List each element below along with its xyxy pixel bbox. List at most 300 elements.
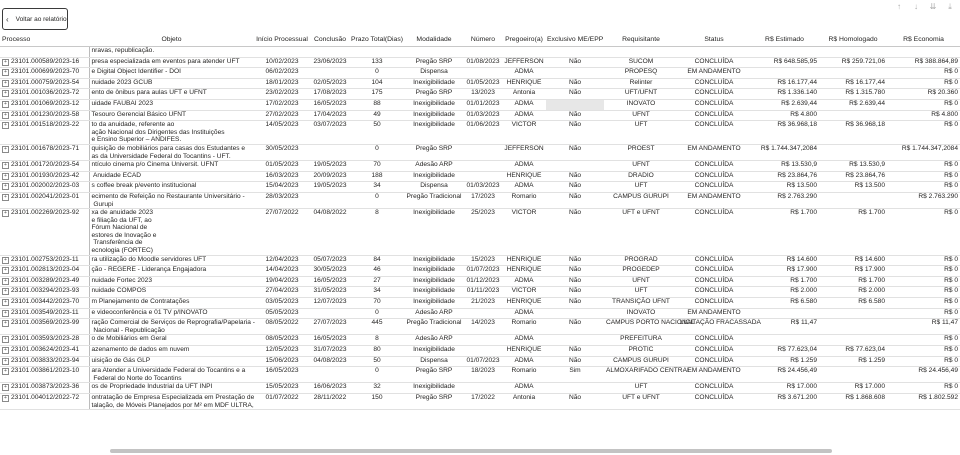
processo-number: 23101.001036/2023-72 xyxy=(11,89,80,97)
cell-objeto: ração Comercial de Serviços de Reprografia/Papelaria - Nacional - Republicação xyxy=(89,319,254,335)
cell-pregoeiro: JEFFERSON xyxy=(502,144,546,160)
cell-numero: 01/07/2023 xyxy=(464,356,502,367)
processo-number: 23101.003833/2023-94 xyxy=(11,356,80,364)
cell-estimado xyxy=(750,68,819,79)
cell-numero: 01/12/2023 xyxy=(464,276,502,287)
table-row[interactable] xyxy=(0,78,960,89)
cell-conclusao: 02/05/2023 xyxy=(310,78,350,89)
cell-inicio: 05/05/2023 xyxy=(254,308,310,319)
cell-modalidade: Inexigibilidade xyxy=(404,346,464,357)
table-row[interactable] xyxy=(0,171,960,182)
table-row[interactable] xyxy=(0,346,960,357)
processo-number: 23101.003294/2023-93 xyxy=(11,287,80,295)
cell-numero: 01/05/2023 xyxy=(464,78,502,89)
table-row[interactable] xyxy=(0,319,960,335)
cell-requisitante: UFT xyxy=(604,383,678,394)
cell-objeto: m Planejamento de Contratações xyxy=(89,298,254,309)
cell-pregoeiro: HENRIQUE xyxy=(502,171,546,182)
cell-objeto: ntículo cinema p/o Cinema Universit. UFNT xyxy=(89,161,254,172)
cell-status: CONCLUÍDA xyxy=(678,255,750,266)
cell-conclusao: 19/05/2023 xyxy=(310,182,350,193)
cell-pregoeiro: ADMA xyxy=(502,99,546,110)
cell-estimado xyxy=(750,47,819,58)
cell-prazo: 150 xyxy=(350,393,404,409)
cell-exclusivo: Não xyxy=(546,78,604,89)
processo-number: 23101.003442/2023-70 xyxy=(11,298,80,306)
cell-status: EM ANDAMENTO xyxy=(678,144,750,160)
expand-row-icon[interactable]: + xyxy=(2,80,9,87)
table-row[interactable] xyxy=(0,68,960,79)
table-row[interactable] xyxy=(0,367,960,383)
cell-inicio: 28/03/2023 xyxy=(254,192,310,208)
expand-row-icon[interactable]: + xyxy=(2,183,9,190)
cell-homologado: R$ 1.315.780 xyxy=(819,89,887,100)
cell-estimado: R$ 17.000 xyxy=(750,383,819,394)
cell-requisitante: Relinter xyxy=(604,78,678,89)
cell-prazo: 46 xyxy=(350,266,404,277)
header-economia[interactable]: R$ Economia xyxy=(887,32,960,47)
cell-processo xyxy=(0,47,89,58)
header-modalidade[interactable]: Modalidade xyxy=(404,32,464,47)
expand-row-icon[interactable]: + xyxy=(2,210,9,217)
cell-prazo: 188 xyxy=(350,171,404,182)
cell-objeto: os de Propriedade Industrial da UFT INPI xyxy=(89,383,254,394)
cell-objeto: ara Atender a Universidade Federal do Tocantins e a Federal do Norte do Tocantins xyxy=(89,367,254,383)
expand-row-icon[interactable]: + xyxy=(2,101,9,108)
expand-row-icon[interactable]: + xyxy=(2,59,9,66)
cell-requisitante: UFT xyxy=(604,121,678,145)
cell-economia: R$ 20.360 xyxy=(887,89,960,100)
cell-processo xyxy=(0,68,89,79)
cell-inicio: 10/02/2023 xyxy=(254,57,310,68)
cell-exclusivo: Não xyxy=(546,287,604,298)
cell-inicio: 14/04/2023 xyxy=(254,266,310,277)
cell-modalidade: Inexigibilidade xyxy=(404,266,464,277)
header-numero[interactable]: Número xyxy=(464,32,502,47)
header-status[interactable]: Status xyxy=(678,32,750,47)
cell-homologado xyxy=(819,144,887,160)
cell-exclusivo: Não xyxy=(546,171,604,182)
cell-numero: 18/2023 xyxy=(464,367,502,383)
cell-homologado: R$ 1.868.608 xyxy=(819,393,887,409)
cell-exclusivo: Não xyxy=(546,298,604,309)
expand-hierarchy-icon[interactable]: ⤓ xyxy=(948,2,952,11)
processo-number: 23101.003289/2023-49 xyxy=(11,276,80,284)
cell-modalidade: Adesão ARP xyxy=(404,308,464,319)
cell-status: CONCLUÍDA xyxy=(678,161,750,172)
cell-numero: 13/2023 xyxy=(464,89,502,100)
cell-conclusao xyxy=(310,192,350,208)
cell-numero xyxy=(464,308,502,319)
cell-inicio: 19/04/2023 xyxy=(254,276,310,287)
cell-estimado: R$ 13.500 xyxy=(750,182,819,193)
cell-inicio: 16/03/2023 xyxy=(254,171,310,182)
table-row[interactable] xyxy=(0,57,960,68)
back-to-report-button[interactable] xyxy=(2,8,68,30)
cell-numero xyxy=(464,47,502,58)
processo-number: 23101.001518/2023-22 xyxy=(11,121,80,129)
cell-economia xyxy=(887,47,960,58)
cell-homologado: R$ 77.623,04 xyxy=(819,346,887,357)
cell-objeto: quisição de mobiliários para casas dos Estudantes e as da Universidade Federal do Tocantins - UFT. xyxy=(89,144,254,160)
cell-pregoeiro: Romario xyxy=(502,367,546,383)
cell-homologado: R$ 1.700 xyxy=(819,276,887,287)
cell-estimado: R$ 36.968,18 xyxy=(750,121,819,145)
cell-pregoeiro: HENRIQUE xyxy=(502,298,546,309)
cell-requisitante: DRADIO xyxy=(604,171,678,182)
cell-status: CONCLUÍDA xyxy=(678,99,750,110)
table-row[interactable] xyxy=(0,335,960,346)
cell-economia: R$ 0 xyxy=(887,121,960,145)
cell-homologado: R$ 259.721,06 xyxy=(819,57,887,68)
cell-pregoeiro: HENRIQUE xyxy=(502,346,546,357)
header-prazo[interactable]: Prazo Total(Dias) xyxy=(350,32,404,47)
cell-modalidade: Inexigibilidade xyxy=(404,209,464,256)
cell-estimado: R$ 1.744.347,2084 xyxy=(750,144,819,160)
cell-pregoeiro: Romario xyxy=(502,319,546,335)
cell-conclusao: 05/07/2023 xyxy=(310,255,350,266)
cell-conclusao: 04/08/2022 xyxy=(310,209,350,256)
cell-modalidade: Adesão ARP xyxy=(404,335,464,346)
cell-pregoeiro: ADMA xyxy=(502,308,546,319)
table-row[interactable] xyxy=(0,89,960,100)
table-row[interactable] xyxy=(0,287,960,298)
cell-prazo: 70 xyxy=(350,161,404,172)
cell-economia: R$ 0 xyxy=(887,276,960,287)
cell-exclusivo: Não xyxy=(546,144,604,160)
cell-status: CONCLUÍDA xyxy=(678,266,750,277)
cell-prazo: 0 xyxy=(350,68,404,79)
cell-prazo: 0 xyxy=(350,308,404,319)
cell-requisitante: TRANSIÇÃO UFNT xyxy=(604,298,678,309)
cell-inicio: 15/04/2023 xyxy=(254,182,310,193)
cell-prazo: 50 xyxy=(350,356,404,367)
cell-economia: R$ 11,47 xyxy=(887,319,960,335)
cell-economia: R$ 2.763.290 xyxy=(887,192,960,208)
table-row[interactable] xyxy=(0,308,960,319)
cell-estimado: R$ 4.800 xyxy=(750,110,819,121)
cell-numero: 01/03/2023 xyxy=(464,182,502,193)
table-row[interactable] xyxy=(0,192,960,208)
cell-requisitante: PROEST xyxy=(604,144,678,160)
cell-status: CONCLUÍDA xyxy=(678,298,750,309)
expand-row-icon[interactable]: + xyxy=(2,122,9,129)
cell-estimado: R$ 2.639,44 xyxy=(750,99,819,110)
cell-conclusao xyxy=(310,308,350,319)
procurement-table xyxy=(0,32,960,410)
cell-prazo: 34 xyxy=(350,287,404,298)
cell-prazo: 88 xyxy=(350,99,404,110)
cell-estimado: R$ 24.456,49 xyxy=(750,367,819,383)
cell-requisitante: PROGEDEP xyxy=(604,266,678,277)
arrow-down-icon[interactable]: ↓ xyxy=(914,2,918,11)
processo-number: 23101.002269/2023-92 xyxy=(11,209,80,217)
cell-status: EM ANDAMENTO xyxy=(678,367,750,383)
cell-prazo: 49 xyxy=(350,110,404,121)
table-row[interactable] xyxy=(0,276,960,287)
table-row[interactable] xyxy=(0,161,960,172)
cell-requisitante: PROGRAD xyxy=(604,255,678,266)
expand-row-icon[interactable]: + xyxy=(2,358,9,365)
cell-inicio: 23/02/2023 xyxy=(254,89,310,100)
cell-status: CONCLUÍDA xyxy=(678,182,750,193)
cell-status: CONCLUÍDA xyxy=(678,356,750,367)
expand-row-icon[interactable]: + xyxy=(2,395,9,402)
cell-pregoeiro: ADMA xyxy=(502,68,546,79)
processo-number: 23101.001720/2023-54 xyxy=(11,161,80,169)
cell-processo xyxy=(0,276,89,287)
table-row[interactable] xyxy=(0,298,960,309)
header-exclusivo[interactable]: Exclusivo ME/EPP xyxy=(546,32,604,47)
cell-objeto: Tesouro Gerencial Básico UFNT xyxy=(89,110,254,121)
cell-prazo: 84 xyxy=(350,255,404,266)
cell-modalidade: Pregão Tradicional xyxy=(404,192,464,208)
cell-conclusao: 03/07/2023 xyxy=(310,121,350,145)
cell-objeto: e videoconferência e 01 TV p/INOVATO xyxy=(89,308,254,319)
cell-economia: R$ 0 xyxy=(887,383,960,394)
cell-modalidade: Inexigibilidade xyxy=(404,110,464,121)
processo-number: 23101.003549/2023-11 xyxy=(11,308,79,316)
cell-processo xyxy=(0,182,89,193)
cell-objeto: nuidade 2023 GCUB xyxy=(89,78,254,89)
cell-estimado: R$ 2.763.290 xyxy=(750,192,819,208)
cell-exclusivo: Não xyxy=(546,57,604,68)
cell-objeto: presa especializada em eventos para atender UFT xyxy=(89,57,254,68)
cell-exclusivo: Não xyxy=(546,266,604,277)
cell-modalidade: Inexigibilidade xyxy=(404,78,464,89)
chevron-left-icon: ‹ xyxy=(6,14,9,24)
expand-row-icon[interactable]: + xyxy=(2,347,9,354)
back-button-label: Voltar ao relatório xyxy=(15,15,67,23)
cell-prazo: 445 xyxy=(350,319,404,335)
table-row[interactable] xyxy=(0,99,960,110)
expand-row-icon[interactable]: + xyxy=(2,257,9,264)
cell-economia: R$ 1.744.347,2084 xyxy=(887,144,960,160)
processo-number: 23101.000699/2023-70 xyxy=(11,68,80,76)
cell-exclusivo xyxy=(546,68,604,79)
header-conclusao[interactable]: Conclusão xyxy=(310,32,350,47)
header-processo[interactable]: Processo xyxy=(0,32,89,47)
cell-estimado: R$ 1.700 xyxy=(750,276,819,287)
cell-conclusao: 04/08/2023 xyxy=(310,356,350,367)
cell-conclusao: 12/07/2023 xyxy=(310,298,350,309)
expand-row-icon[interactable]: + xyxy=(2,112,9,119)
cell-conclusao: 23/06/2023 xyxy=(310,57,350,68)
processo-number: 23101.001230/2023-58 xyxy=(11,110,80,118)
cell-prazo: 50 xyxy=(350,121,404,145)
cell-conclusao: 17/08/2023 xyxy=(310,89,350,100)
table-row[interactable] xyxy=(0,209,960,256)
cell-processo xyxy=(0,367,89,383)
cell-numero: 01/11/2023 xyxy=(464,287,502,298)
expand-row-icon[interactable]: + xyxy=(2,320,9,327)
cell-pregoeiro: ADMA xyxy=(502,335,546,346)
cell-objeto: nravas, republicação. xyxy=(89,47,254,58)
table-row[interactable] xyxy=(0,121,960,145)
cell-economia: R$ 0 xyxy=(887,298,960,309)
cell-objeto: ento de ônibus para aulas UFT e UFNT xyxy=(89,89,254,100)
cell-pregoeiro: HENRIQUE xyxy=(502,266,546,277)
cell-exclusivo: Não xyxy=(546,110,604,121)
cell-numero xyxy=(464,335,502,346)
cell-homologado xyxy=(819,110,887,121)
cell-pregoeiro: VICTOR xyxy=(502,287,546,298)
cell-inicio: 15/05/2023 xyxy=(254,383,310,394)
cell-exclusivo xyxy=(546,335,604,346)
cell-pregoeiro: Antonia xyxy=(502,89,546,100)
cell-modalidade: Dispensa xyxy=(404,68,464,79)
cell-modalidade: Inexigibilidade xyxy=(404,287,464,298)
header-requisitante[interactable]: Requisitante xyxy=(604,32,678,47)
table-row[interactable] xyxy=(0,383,960,394)
expand-row-icon[interactable]: + xyxy=(2,69,9,76)
cell-conclusao: 17/04/2023 xyxy=(310,110,350,121)
cell-status: EM ANDAMENTO xyxy=(678,192,750,208)
cell-processo xyxy=(0,393,89,409)
cell-prazo: 8 xyxy=(350,209,404,256)
cell-modalidade: Adesão ARP xyxy=(404,161,464,172)
cell-requisitante: UFNT xyxy=(604,110,678,121)
cell-estimado: R$ 1.336.140 xyxy=(750,89,819,100)
header-objeto[interactable]: Objeto xyxy=(89,32,254,47)
table-header-row xyxy=(0,32,960,47)
cell-prazo: 70 xyxy=(350,298,404,309)
cell-conclusao: 30/05/2023 xyxy=(310,266,350,277)
header-inicio[interactable]: Início Processual xyxy=(254,32,310,47)
cell-pregoeiro: HENRIQUE xyxy=(502,255,546,266)
expand-row-icon[interactable]: + xyxy=(2,173,9,180)
procurement-table-container[interactable] xyxy=(0,32,960,448)
header-homologado[interactable]: R$ Homologado xyxy=(819,32,887,47)
cell-objeto: azenamento de dados em nuvem xyxy=(89,346,254,357)
cell-modalidade: Inexigibilidade xyxy=(404,276,464,287)
expand-row-icon[interactable]: + xyxy=(2,90,9,97)
expand-row-icon[interactable]: + xyxy=(2,267,9,274)
cell-processo xyxy=(0,335,89,346)
cell-modalidade: Inexigibilidade xyxy=(404,171,464,182)
cell-inicio: 15/06/2023 xyxy=(254,356,310,367)
cell-objeto: xa de anuidade 2023 e filiação da UFT, ao Fórum Nacional de estores de Inovação e Transferência de ecnologia (FORTEC) xyxy=(89,209,254,256)
cell-requisitante: INOVATO xyxy=(604,308,678,319)
cell-conclusao: 16/05/2023 xyxy=(310,335,350,346)
cell-homologado xyxy=(819,68,887,79)
cell-numero: 17/2023 xyxy=(464,192,502,208)
cell-conclusao: 28/11/2022 xyxy=(310,393,350,409)
header-pregoeiro[interactable]: Pregoeiro(a) xyxy=(502,32,546,47)
cell-status: CONCLUÍDA xyxy=(678,346,750,357)
expand-row-icon[interactable]: + xyxy=(2,310,9,317)
cell-processo xyxy=(0,171,89,182)
table-row[interactable] xyxy=(0,356,960,367)
table-row[interactable] xyxy=(0,144,960,160)
cell-prazo: 34 xyxy=(350,182,404,193)
cell-homologado: R$ 16.177,44 xyxy=(819,78,887,89)
cell-inicio: 03/05/2023 xyxy=(254,298,310,309)
table-row[interactable] xyxy=(0,182,960,193)
cell-inicio xyxy=(254,47,310,58)
cell-status xyxy=(678,47,750,58)
processo-number: 23101.000759/2023-54 xyxy=(11,78,80,86)
cell-numero: 01/06/2023 xyxy=(464,121,502,145)
cell-exclusivo xyxy=(546,47,604,58)
scrollbar-thumb[interactable] xyxy=(110,449,832,453)
cell-status: CONCLUÍDA xyxy=(678,276,750,287)
cell-numero: 01/03/2023 xyxy=(464,110,502,121)
cell-numero: 01/01/2023 xyxy=(464,99,502,110)
processo-number: 23101.002002/2023-03 xyxy=(11,182,80,190)
cell-requisitante: UFT xyxy=(604,287,678,298)
cell-requisitante: INOVATO xyxy=(604,99,678,110)
expand-row-icon[interactable]: + xyxy=(2,146,9,153)
cell-estimado: R$ 17.900 xyxy=(750,266,819,277)
expand-row-icon[interactable]: + xyxy=(2,288,9,295)
table-row[interactable] xyxy=(0,255,960,266)
cell-conclusao xyxy=(310,144,350,160)
cell-homologado xyxy=(819,308,887,319)
expand-row-icon[interactable]: + xyxy=(2,336,9,343)
cell-processo xyxy=(0,110,89,121)
cell-status: EM ANDAMENTO xyxy=(678,308,750,319)
cell-estimado: R$ 14.600 xyxy=(750,255,819,266)
cell-processo xyxy=(0,266,89,277)
cell-homologado xyxy=(819,319,887,335)
cell-estimado: R$ 6.580 xyxy=(750,298,819,309)
cell-conclusao: 20/09/2023 xyxy=(310,171,350,182)
cell-requisitante: PROTIC xyxy=(604,346,678,357)
cell-homologado xyxy=(819,192,887,208)
cell-numero xyxy=(464,68,502,79)
expand-row-icon[interactable]: + xyxy=(2,194,9,201)
header-estimado[interactable]: R$ Estimado xyxy=(750,32,819,47)
arrow-up-icon[interactable]: ↑ xyxy=(897,2,901,11)
cell-exclusivo: Não xyxy=(546,89,604,100)
cell-conclusao xyxy=(310,47,350,58)
cell-objeto: e Digital Object Identifier - DOI xyxy=(89,68,254,79)
expand-row-icon[interactable]: + xyxy=(2,384,9,391)
cell-pregoeiro: Antonia xyxy=(502,393,546,409)
cell-inicio: 06/02/2023 xyxy=(254,68,310,79)
expand-row-icon[interactable]: + xyxy=(2,299,9,306)
cell-modalidade: Inexigibilidade xyxy=(404,255,464,266)
expand-row-icon[interactable]: + xyxy=(2,162,9,169)
cell-numero: 17/2022 xyxy=(464,393,502,409)
cell-requisitante xyxy=(604,47,678,58)
cell-economia: R$ 0 xyxy=(887,308,960,319)
table-row[interactable] xyxy=(0,47,960,58)
cell-prazo: 80 xyxy=(350,346,404,357)
cell-objeto: s coffee break p/evento institucional xyxy=(89,182,254,193)
table-row[interactable] xyxy=(0,110,960,121)
expand-row-icon[interactable]: + xyxy=(2,368,9,375)
cell-numero: 01/07/2023 xyxy=(464,266,502,277)
cell-economia: R$ 0 xyxy=(887,346,960,357)
cell-requisitante: UFNT xyxy=(604,276,678,287)
cell-modalidade: Inexigibilidade xyxy=(404,121,464,145)
horizontal-scrollbar[interactable] xyxy=(0,449,960,454)
cell-processo xyxy=(0,298,89,309)
cell-inicio: 27/02/2023 xyxy=(254,110,310,121)
cell-homologado: R$ 6.580 xyxy=(819,298,887,309)
table-row[interactable] xyxy=(0,266,960,277)
cell-exclusivo: Não xyxy=(546,319,604,335)
table-row[interactable] xyxy=(0,393,960,409)
double-arrow-down-icon[interactable]: ⇊ xyxy=(929,2,937,11)
processo-number: 23101.003624/2023-41 xyxy=(11,346,80,353)
expand-row-icon[interactable]: + xyxy=(2,278,9,285)
cell-homologado xyxy=(819,335,887,346)
cell-processo xyxy=(0,89,89,100)
cell-economia: R$ 4.800 xyxy=(887,110,960,121)
